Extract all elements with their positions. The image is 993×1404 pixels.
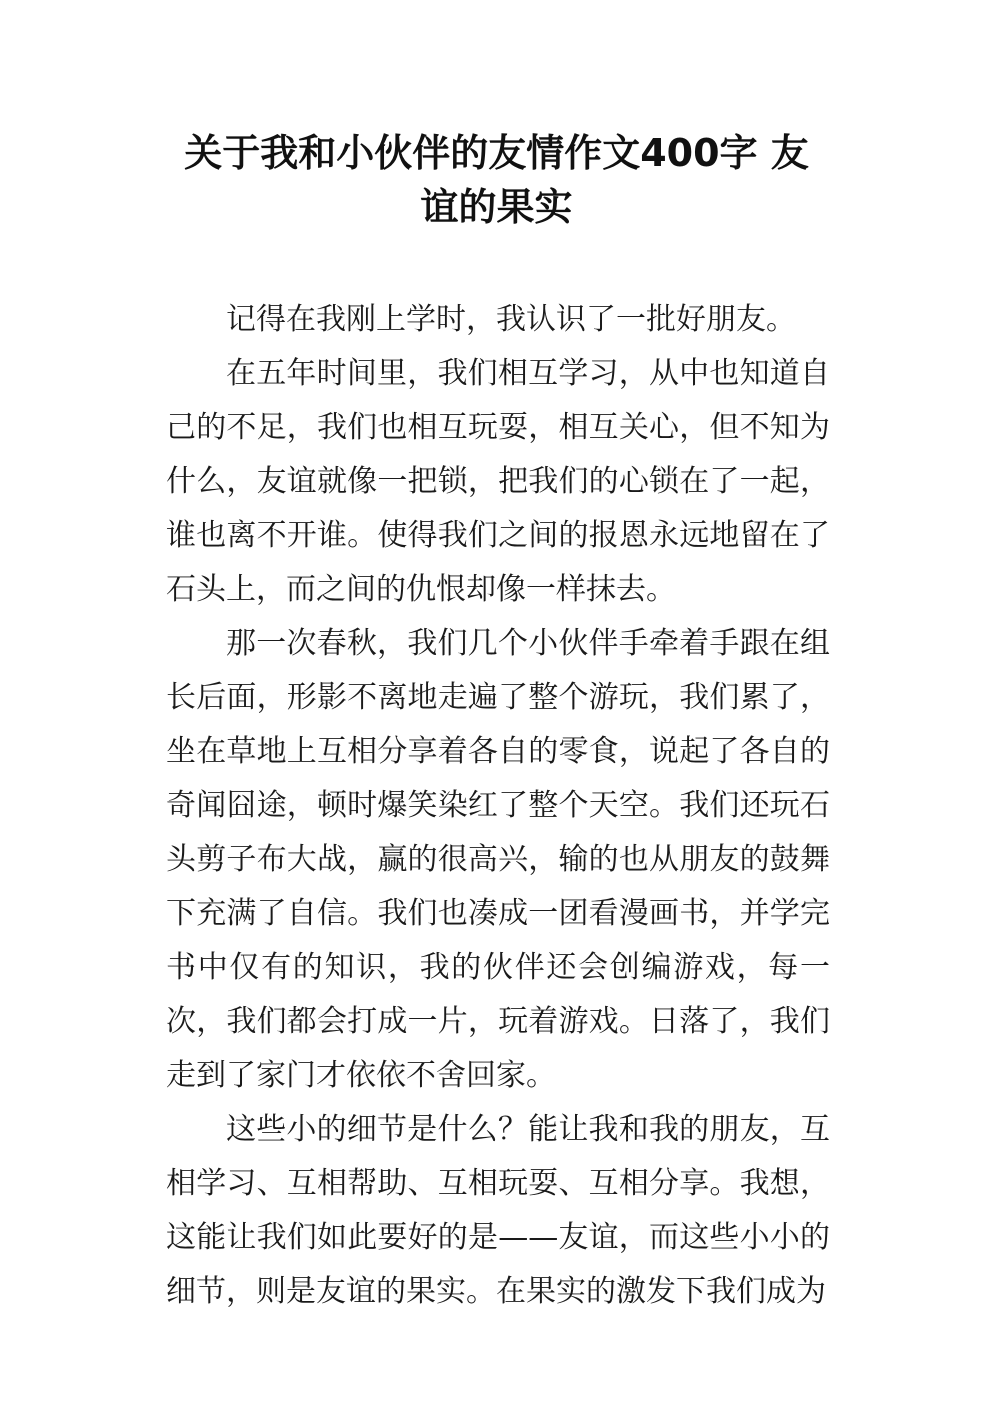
paragraph-1: 记得在我刚上学时，我认识了一批好朋友。 bbox=[226, 302, 796, 337]
title-line-1: 关于我和小伙伴的友情作文400字 友 bbox=[184, 131, 809, 175]
title-line-2: 谊的果实 bbox=[420, 185, 573, 229]
document-body bbox=[166, 293, 830, 1319]
paragraph-3: 那一次春秋，我们几个小伙伴手牵着手跟在组长后面，形影不离地走遍了整个游玩，我们累了，坐在草地上互相分享着各自的零食，说起了各自的奇闻囧途，顿时爆笑染红了整个天空。我们还玩石头剪子布大战，赢的很高兴，输的也从朋友的鼓舞下充满了自信。我们也凑成一团看漫画书，并学完书中仅有的知识，我的伙伴还会创编游戏，每一次，我们都会打成一片，玩着游戏。日落了，我们走到了家门才依依不舍回家。 bbox=[166, 626, 830, 1093]
paragraph-2: 在五年时间里，我们相互学习，从中也知道自己的不足，我们也相互玩耍，相互关心，但不知为什么，友谊就像一把锁，把我们的心锁在了一起，谁也离不开谁。使得我们之间的报恩永远地留在了石头上，而之间的仇恨却像一样抹去。 bbox=[166, 356, 830, 607]
paragraph-4: 这些小的细节是什么？能让我和我的朋友，互相学习、互相帮助、互相玩耍、互相分享。我想，这能让我们如此要好的是——友谊，而这些小小的细节，则是友谊的果实。在果实的激发下我们成为 bbox=[166, 1112, 830, 1309]
document-title bbox=[150, 126, 843, 234]
